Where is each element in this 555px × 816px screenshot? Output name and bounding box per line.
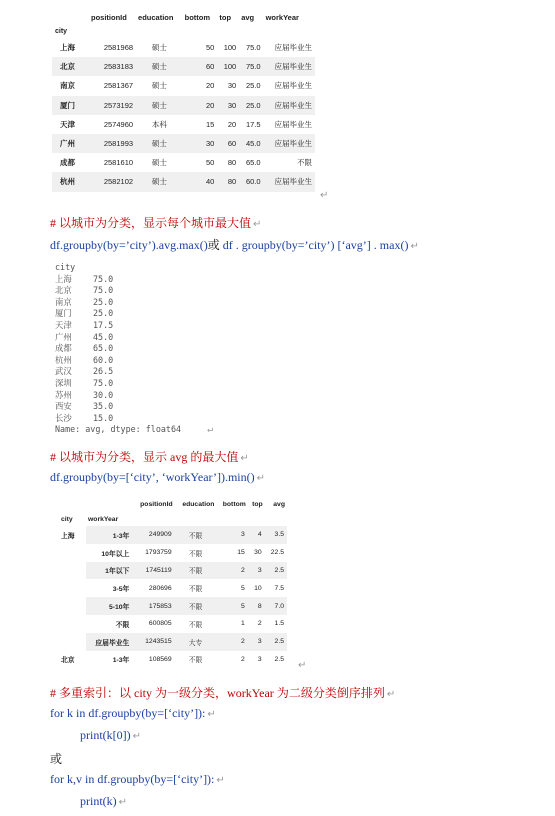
cell-avg: 2.5	[265, 562, 287, 580]
code-line-1: df.groupby(by=’city’).avg.max()或 df . groupby(by=’city’) [‘avg’] . max() ↵	[50, 238, 419, 252]
series-value: 45.0	[93, 331, 114, 342]
cell-bottom: 15	[206, 119, 215, 129]
series-row	[55, 308, 213, 320]
series-row	[55, 285, 213, 297]
series-key: 杭州	[55, 354, 72, 365]
cell-education: 硕士	[136, 96, 183, 115]
series-footer: Name: avg, dtype: float64 ↵	[55, 424, 214, 436]
cell-bottom: 2	[216, 562, 247, 580]
column-header: positionId	[91, 12, 127, 22]
code-line-5: for k,v in df.groupby(by=[‘city’]): ↵	[50, 772, 225, 786]
cell-education: 硕士	[136, 57, 183, 76]
cell-education: 不限	[188, 657, 203, 665]
table-row	[53, 562, 287, 580]
table-row	[52, 57, 315, 76]
series-key: 厦门	[55, 308, 72, 319]
series-row	[55, 390, 213, 402]
index-names-row	[53, 512, 287, 526]
cell-positionId: 2581610	[103, 158, 134, 168]
series-value: 25.0	[93, 308, 114, 319]
cell-avg: 45.0	[239, 134, 263, 153]
cell-avg: 25.0	[245, 81, 261, 91]
cell-education: 大专	[175, 633, 217, 651]
cell-top: 80	[227, 158, 237, 168]
series-index-name: city	[55, 262, 76, 272]
row-index-workYear: 不限	[115, 621, 130, 629]
cell-positionId: 2581968	[103, 43, 134, 53]
cell-bottom: 20	[183, 96, 218, 115]
row-index-city: 北京	[52, 57, 89, 76]
series-value: 60.0	[93, 354, 114, 365]
cell-bottom: 5	[241, 584, 245, 592]
index-name-row	[52, 24, 315, 38]
series-row	[55, 401, 213, 413]
cell-positionId: 1243515	[132, 633, 174, 651]
row-index-city: 南京	[60, 81, 75, 91]
series-value: 15.0	[93, 412, 114, 423]
cell-bottom: 50	[206, 158, 215, 168]
cell-top: 3	[257, 655, 262, 663]
cell-avg: 7.0	[265, 597, 287, 615]
table-header-row	[52, 10, 315, 24]
series-value: 65.0	[93, 343, 114, 354]
series-row	[55, 297, 213, 309]
cell-workYear: 应届毕业生	[264, 134, 315, 153]
cell-avg: 1.5	[274, 620, 284, 628]
series-value: 17.5	[93, 319, 114, 330]
cell-top: 8	[248, 597, 265, 615]
cell-workYear: 应届毕业生	[274, 43, 312, 53]
series-key: 上海	[55, 273, 72, 284]
table-row	[52, 38, 315, 57]
column-header: workYear	[265, 12, 299, 22]
row-index-city	[53, 615, 86, 633]
table-row	[53, 651, 287, 669]
row-index-city	[53, 597, 86, 615]
series-key: 苏州	[55, 389, 72, 400]
cell-top: 60	[217, 134, 239, 153]
cell-education: 硕士	[136, 172, 183, 191]
cell-avg: 7.5	[274, 584, 284, 592]
cell-positionId: 2581367	[103, 81, 134, 91]
series-key: 北京	[55, 285, 72, 296]
cell-positionId: 2574960	[103, 119, 134, 129]
cell-top: 30	[254, 549, 262, 557]
table-row	[53, 544, 287, 562]
cell-workYear: 应届毕业生	[264, 57, 315, 76]
code-line-2: df.groupby(by=[‘city’, ‘workYear’]).min() ↵	[50, 470, 265, 484]
row-index-city: 成都	[60, 158, 75, 168]
column-header: positionId	[140, 500, 173, 508]
series-row	[55, 343, 213, 355]
series-key: 南京	[55, 296, 72, 307]
cell-workYear: 应届毕业生	[264, 172, 315, 191]
index-name: city	[61, 515, 73, 523]
series-output	[55, 262, 213, 436]
series-value: 26.5	[93, 366, 114, 377]
cell-avg: 22.5	[270, 549, 284, 557]
cell-avg: 65.0	[245, 158, 261, 168]
cell-bottom: 30	[183, 134, 218, 153]
column-header: bottom	[222, 500, 246, 508]
cell-positionId: 600805	[148, 620, 172, 628]
row-index-city: 杭州	[52, 172, 89, 191]
column-header: bottom	[184, 12, 211, 22]
series-key: 广州	[55, 331, 72, 342]
row-index-workYear: 10年以上	[101, 550, 130, 558]
series-key: 深圳	[55, 377, 72, 388]
table-row	[53, 633, 287, 651]
comment-line-1: # 以城市为分类，显示每个城市最大值 ↵	[50, 216, 262, 230]
cell-bottom: 2	[241, 655, 245, 663]
dataframe-table-2	[53, 496, 287, 668]
return-mark: ↵	[298, 660, 307, 671]
cell-avg: 75.0	[239, 57, 263, 76]
cell-education: 不限	[188, 550, 203, 558]
row-index-city	[53, 633, 86, 651]
row-index-city	[53, 562, 86, 580]
table-row	[53, 579, 287, 597]
row-index-workYear: 3-5年	[112, 586, 130, 594]
cell-workYear: 不限	[297, 158, 312, 168]
cell-top: 30	[217, 96, 239, 115]
cell-bottom: 20	[206, 81, 215, 91]
cell-education: 硕士	[151, 81, 167, 91]
table-row	[52, 115, 315, 134]
cell-workYear: 应届毕业生	[274, 81, 312, 91]
series-row	[55, 355, 213, 367]
cell-education: 不限	[175, 562, 217, 580]
cell-positionId: 1745119	[132, 562, 174, 580]
cell-bottom: 40	[183, 172, 218, 191]
cell-bottom: 1	[241, 620, 245, 628]
cell-top: 3	[248, 633, 265, 651]
series-value: 30.0	[93, 389, 114, 400]
index-name: city	[52, 24, 89, 38]
row-index-workYear: 5-10年	[86, 597, 132, 615]
cell-education: 不限	[188, 586, 203, 594]
cell-avg: 17.5	[245, 119, 261, 129]
row-index-city: 北京	[61, 657, 75, 665]
cell-positionId: 2581993	[89, 134, 136, 153]
cell-bottom: 50	[206, 43, 215, 53]
series-value: 75.0	[93, 377, 114, 388]
cell-bottom: 2	[216, 633, 247, 651]
cell-avg: 25.0	[239, 96, 263, 115]
series-key: 天津	[55, 319, 72, 330]
series-row	[55, 413, 213, 425]
series-row	[55, 378, 213, 390]
table-row	[52, 76, 315, 95]
code-line-6: print(k) ↵	[80, 794, 128, 808]
table-row	[52, 96, 315, 115]
cell-education: 本科	[151, 119, 167, 129]
cell-education: 不限	[175, 597, 217, 615]
row-index-city	[53, 544, 86, 562]
table-row	[52, 153, 315, 172]
column-header: top	[219, 12, 232, 22]
cell-top: 10	[254, 584, 262, 592]
series-row	[55, 332, 213, 344]
cell-top: 4	[248, 526, 265, 544]
index-name: workYear	[88, 515, 119, 523]
return-mark: ↵	[320, 190, 329, 201]
cell-top: 20	[227, 119, 237, 129]
comment-line-2: # 以城市为分类，显示 avg 的最大值 ↵	[50, 450, 249, 464]
cell-education: 硕士	[151, 158, 167, 168]
cell-education: 硕士	[151, 43, 167, 53]
table-row	[52, 172, 315, 191]
cell-avg: 2.5	[274, 655, 284, 663]
cell-positionId: 2573192	[89, 96, 136, 115]
cell-bottom: 60	[183, 57, 218, 76]
cell-positionId: 175853	[132, 597, 174, 615]
cell-positionId: 1793759	[145, 549, 172, 557]
cell-education: 硕士	[136, 134, 183, 153]
cell-bottom: 15	[237, 549, 245, 557]
dataframe-table-1	[52, 10, 315, 192]
cell-education: 不限	[188, 621, 203, 629]
column-header: avg	[241, 12, 255, 22]
text-line-or: 或	[50, 752, 63, 766]
cell-top: 100	[223, 43, 237, 53]
cell-top: 30	[227, 81, 237, 91]
cell-bottom: 5	[216, 597, 247, 615]
series-value: 75.0	[93, 273, 114, 284]
cell-avg: 3.5	[265, 526, 287, 544]
row-index-city: 厦门	[52, 96, 89, 115]
series-value: 25.0	[93, 296, 114, 307]
code-line-4: print(k[0]) ↵	[80, 728, 142, 742]
row-index-workYear: 1年以下	[86, 562, 132, 580]
series-row	[55, 366, 213, 378]
row-index-workYear: 1-3年	[86, 526, 132, 544]
column-header: education	[138, 12, 174, 22]
comment-line-3: # 多重索引：以 city 为一级分类，workYear 为二级分类倒序排列 ↵	[50, 686, 396, 700]
cell-positionId: 2583183	[89, 57, 136, 76]
row-index-city: 上海	[60, 43, 75, 53]
cell-positionId: 280696	[148, 584, 172, 592]
column-header: top	[252, 500, 263, 508]
series-key: 成都	[55, 343, 72, 354]
code-line-3: for k in df.groupby(by=[‘city’]): ↵	[50, 706, 216, 720]
cell-top: 80	[217, 172, 239, 191]
row-index-city: 天津	[60, 119, 75, 129]
row-index-workYear: 1-3年	[112, 657, 130, 665]
table-row	[53, 597, 287, 615]
series-value: 75.0	[93, 285, 114, 296]
cell-education: 不限	[175, 526, 217, 544]
cell-positionId: 108569	[148, 655, 172, 663]
row-index-city	[53, 579, 86, 597]
cell-workYear: 应届毕业生	[274, 119, 312, 129]
series-key: 长沙	[55, 412, 72, 423]
series-row	[55, 274, 213, 286]
row-index-workYear: 应届毕业生	[86, 633, 132, 651]
series-value: 35.0	[93, 401, 114, 412]
table-row	[52, 134, 315, 153]
row-index-city: 广州	[52, 134, 89, 153]
cell-avg: 75.0	[245, 43, 261, 53]
cell-workYear: 应届毕业生	[264, 96, 315, 115]
cell-avg: 60.0	[239, 172, 263, 191]
cell-top: 100	[217, 57, 239, 76]
column-header: avg	[273, 500, 285, 508]
series-row	[55, 320, 213, 332]
cell-top: 2	[257, 620, 262, 628]
cell-positionId: 249909	[132, 526, 174, 544]
series-key: 西安	[55, 401, 72, 412]
column-header: education	[182, 500, 215, 508]
cell-avg: 2.5	[265, 633, 287, 651]
table-row	[53, 615, 287, 633]
series-key: 武汉	[55, 366, 72, 377]
cell-positionId: 2582102	[89, 172, 136, 191]
row-index-city: 上海	[61, 532, 75, 540]
table-header-row	[53, 496, 287, 512]
cell-top: 3	[248, 562, 265, 580]
table-row	[53, 526, 287, 544]
cell-bottom: 3	[216, 526, 247, 544]
